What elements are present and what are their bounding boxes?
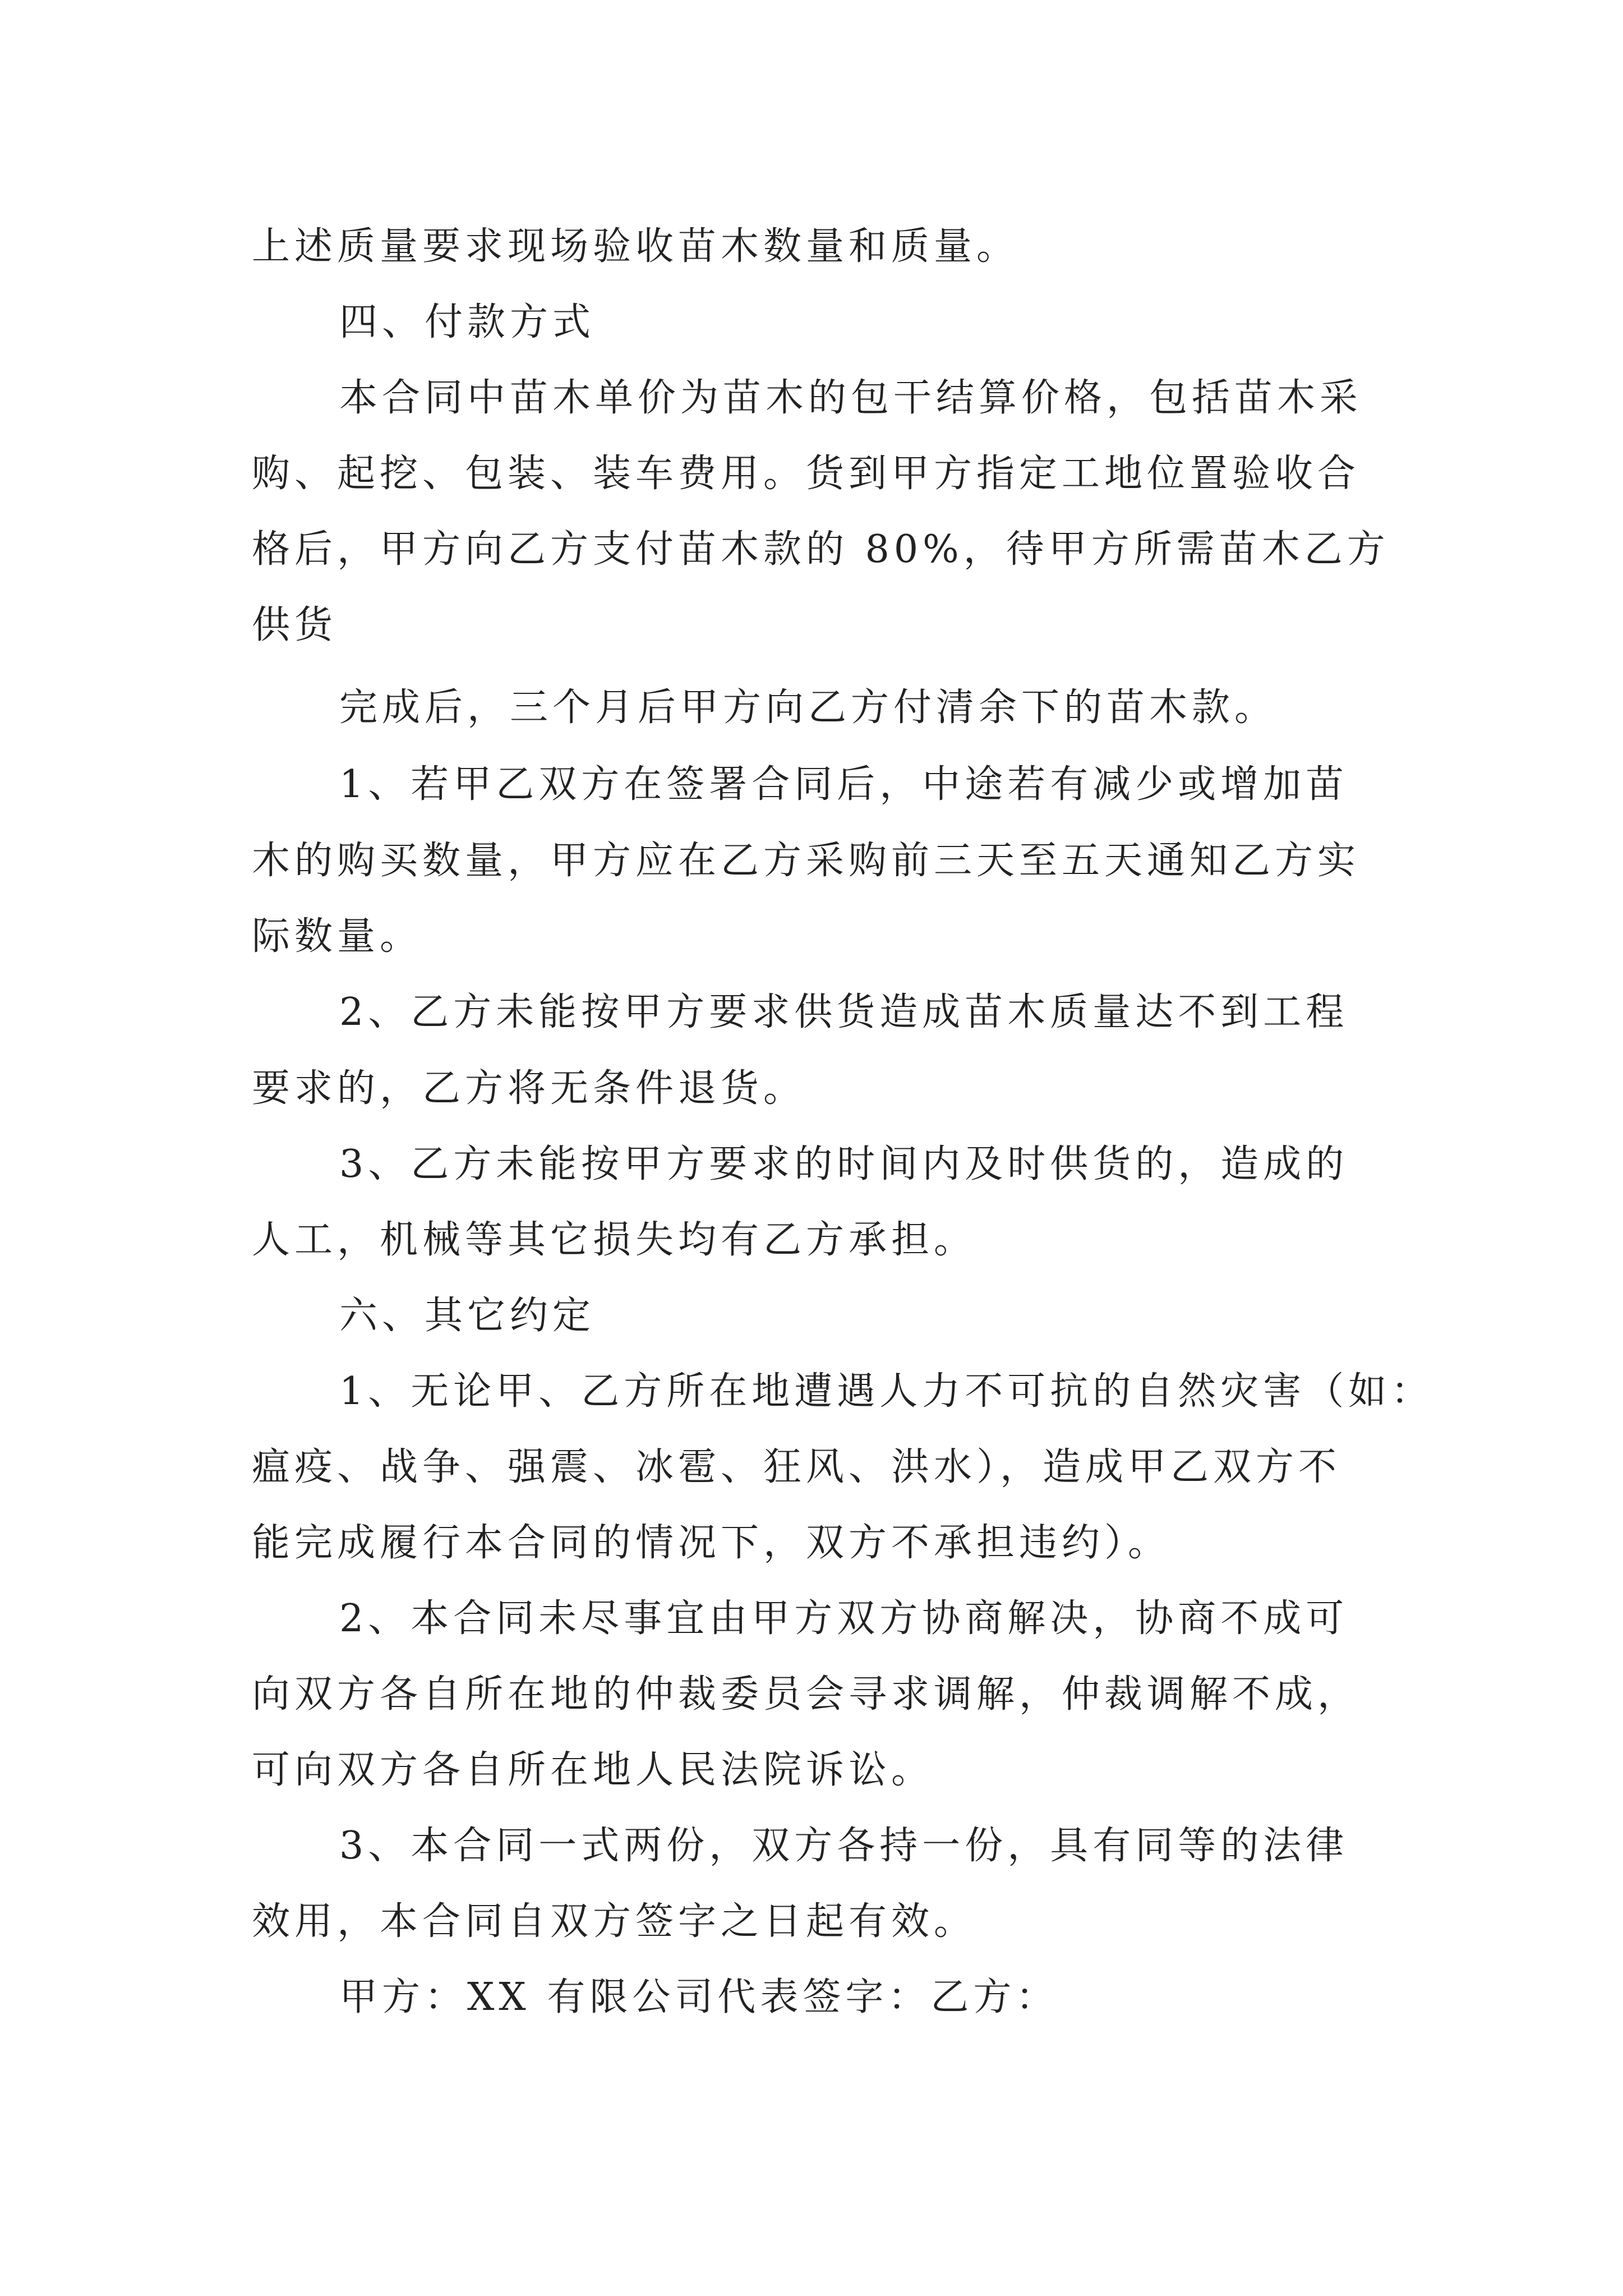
text-line: 木的购买数量，甲方应在乙方采购前三天至五天通知乙方实 (252, 839, 1361, 883)
text-line: 1、无论甲、乙方所在地遭遇人力不可抗的自然灾害（如： (339, 1369, 1434, 1414)
text-line: 要求的，乙方将无条件退货。 (252, 1066, 806, 1111)
text-line: 2、本合同未尽事宜由甲方双方协商解决，协商不成可 (339, 1596, 1349, 1641)
text-line: 人工，机械等其它损失均有乙方承担。 (252, 1218, 977, 1262)
text-line: 能完成履行本合同的情况下，双方不承担违约）。 (252, 1521, 1171, 1565)
text-line: 本合同中苗木单价为苗木的包干结算价格，包括苗木采 (339, 376, 1363, 420)
section-heading: 四、付款方式 (339, 300, 596, 344)
section-heading: 六、其它约定 (339, 1294, 596, 1338)
text-line: 完成后，三个月后甲方向乙方付清余下的苗木款。 (339, 685, 1278, 730)
signature-line: 甲方：XX 有限公司代表签字：乙方： (339, 1975, 1059, 2019)
text-line: 格后，甲方向乙方支付苗木款的 80%，待甲方所需苗木乙方 (252, 527, 1390, 572)
text-line: 可向双方各自所在地人民法院诉讼。 (252, 1748, 934, 1792)
text-line: 1、若甲乙双方在签署合同后，中途若有减少或增加苗 (339, 762, 1349, 807)
text-line: 瘟疫、战争、强震、冰雹、狂风、洪水），造成甲乙双方不 (252, 1445, 1341, 1489)
text-line: 3、本合同一式两份，双方各持一份，具有同等的法律 (339, 1824, 1349, 1868)
text-line: 际数量。 (252, 914, 423, 959)
text-line: 2、乙方未能按甲方要求供货造成苗木质量达不到工程 (339, 990, 1349, 1034)
text-line: 效用，本合同自双方签字之日起有效。 (252, 1899, 977, 1944)
text-line: 购、起挖、包装、装车费用。货到甲方指定工地位置验收合 (252, 452, 1361, 496)
text-line: 供货 (252, 603, 338, 647)
text-line: 3、乙方未能按甲方要求的时间内及时供货的，造成的 (339, 1142, 1349, 1186)
text-line: 上述质量要求现场验收苗木数量和质量。 (252, 224, 1020, 269)
text-line: 向双方各自所在地的仲裁委员会寻求调解，仲裁调解不成， (252, 1672, 1361, 1717)
